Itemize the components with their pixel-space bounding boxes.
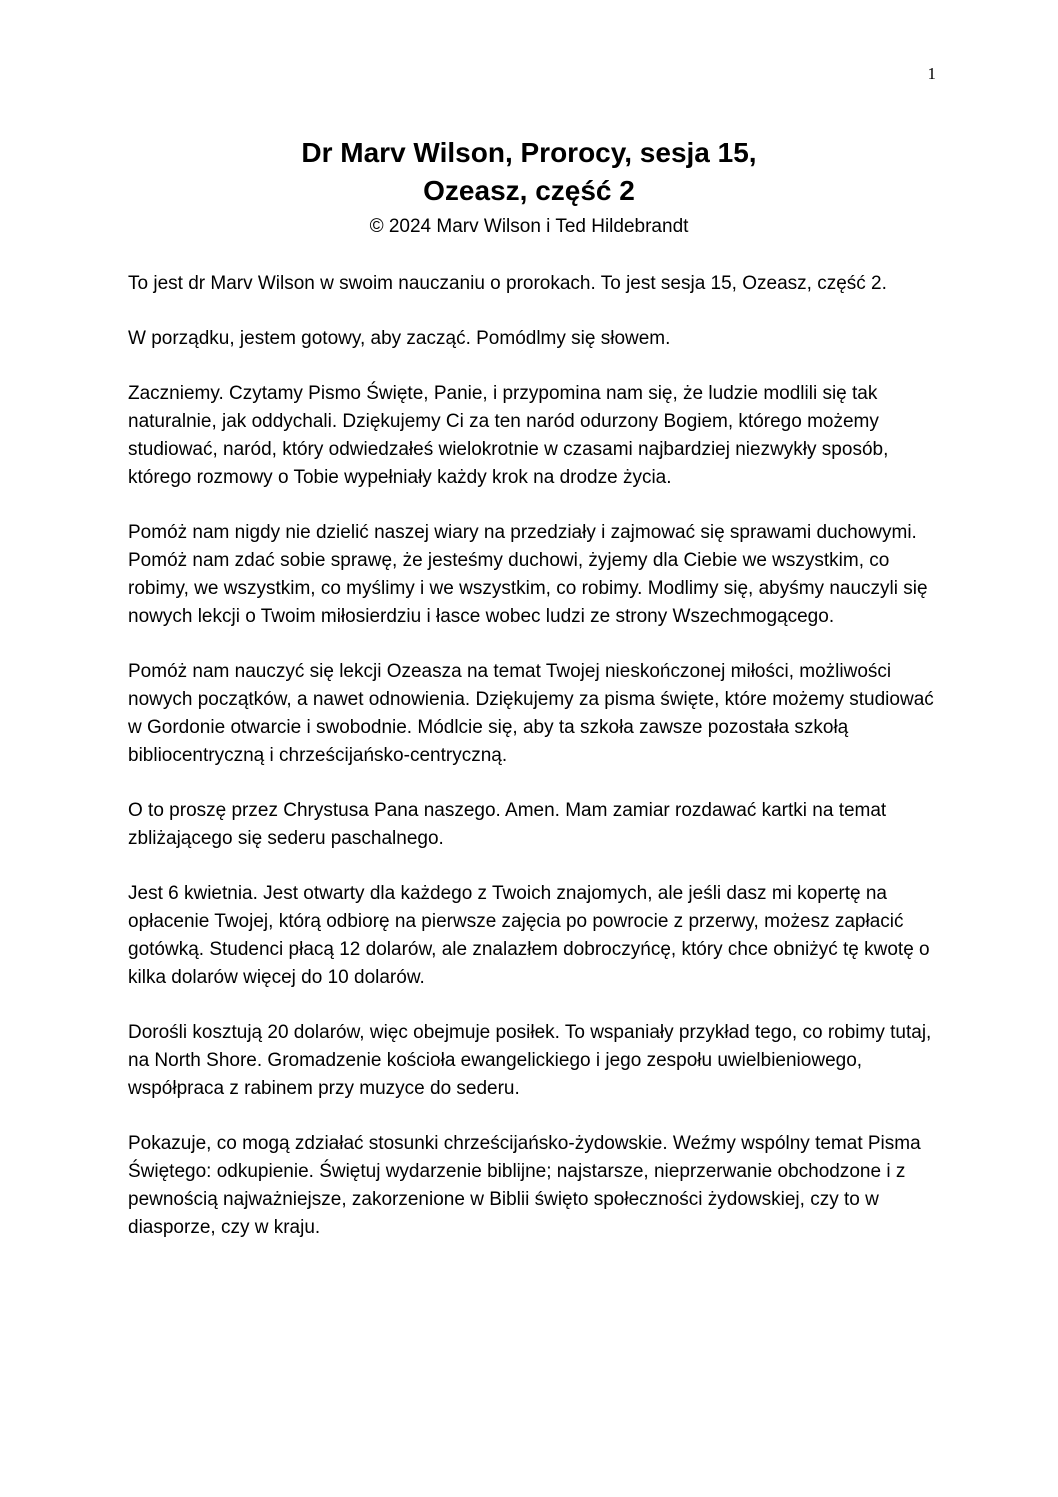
paragraph: To jest dr Marv Wilson w swoim nauczaniu o prorokach. To jest sesja 15, Ozeasz, część 2. xyxy=(128,273,887,294)
paragraph: Pomóż nam nigdy nie dzielić naszej wiary na przedziały i zajmować się sprawami duchowymi. Pomóż nam zdać sobie sprawę, że jesteśmy duchowi, żyjemy dla Ciebie we wszystkim, co robimy, we wszystkim, co myślimy i we wszystkim, co robimy. Modlimy się, abyśmy nauczyli się nowych lekcji o Twoim miłosierdziu i łasce wobec ludzi ze strony Wszechmogącego. xyxy=(128,522,928,627)
document-body xyxy=(128,270,938,1269)
paragraph: O to proszę przez Chrystusa Pana naszego. Amen. Mam zamiar rozdawać kartki na temat zbliżającego się sederu paschalnego. xyxy=(128,800,887,849)
paragraph: Jest 6 kwietnia. Jest otwarty dla każdego z Twoich znajomych, ale jeśli dasz mi kopertę na opłacenie Twojej, którą odbiorę na pierwsze zajęcia po powrocie z przerwy, możesz zapłacić gotówką. Studenci płacą 12 dolarów, ale znalazłem dobroczyńcę, który chce obniżyć tę kwotę o kilka dolarów więcej do 10 dolarów. xyxy=(128,883,930,988)
paragraph: Pomóż nam nauczyć się lekcji Ozeasza na temat Twojej nieskończonej miłości, możliwości nowych początków, a nawet odnowienia. Dziękujemy za pisma święte, które możemy studiować w Gordonie otwarcie i swobodnie. Módlcie się, aby ta szkoła zawsze pozostała szkołą bibliocentryczną i chrześcijańsko-centryczną. xyxy=(128,661,934,766)
document-title-line-2: Ozeasz, część 2 xyxy=(423,175,635,206)
title-block xyxy=(0,134,1058,241)
page-number: 1 xyxy=(927,64,936,83)
document-title-line-1: Dr Marv Wilson, Prorocy, sesja 15, xyxy=(301,137,757,168)
paragraph: Pokazuje, co mogą zdziałać stosunki chrześcijańsko-żydowskie. Weźmy wspólny temat Pisma Świętego: odkupienie. Świętuj wydarzenie biblijne; najstarsze, nieprzerwanie obchodzone i z pewnością najważniejsze, zakorzenione w Biblii święto społeczności żydowskiej, czy to w diasporze, czy w kraju. xyxy=(128,1133,921,1238)
paragraph: W porządku, jestem gotowy, aby zacząć. Pomódlmy się słowem. xyxy=(128,328,671,349)
paragraph: Dorośli kosztują 20 dolarów, więc obejmuje posiłek. To wspaniały przykład tego, co robimy tutaj, na North Shore. Gromadzenie kościoła ewangelickiego i jego zespołu uwielbieniowego, współpraca z rabinem przy muzyce do sederu. xyxy=(128,1022,932,1099)
copyright-notice: © 2024 Marv Wilson i Ted Hildebrandt xyxy=(369,216,689,237)
paragraph: Zaczniemy. Czytamy Pismo Święte, Panie, i przypomina nam się, że ludzie modlili się tak naturalnie, jak oddychali. Dziękujemy Ci za ten naród odurzony Bogiem, którego możemy studiować, naród, który odwiedzałeś wielokrotnie w czasami najbardziej niezwykły sposób, którego rozmowy o Tobie wypełniały każdy krok na drodze życia. xyxy=(128,383,889,488)
